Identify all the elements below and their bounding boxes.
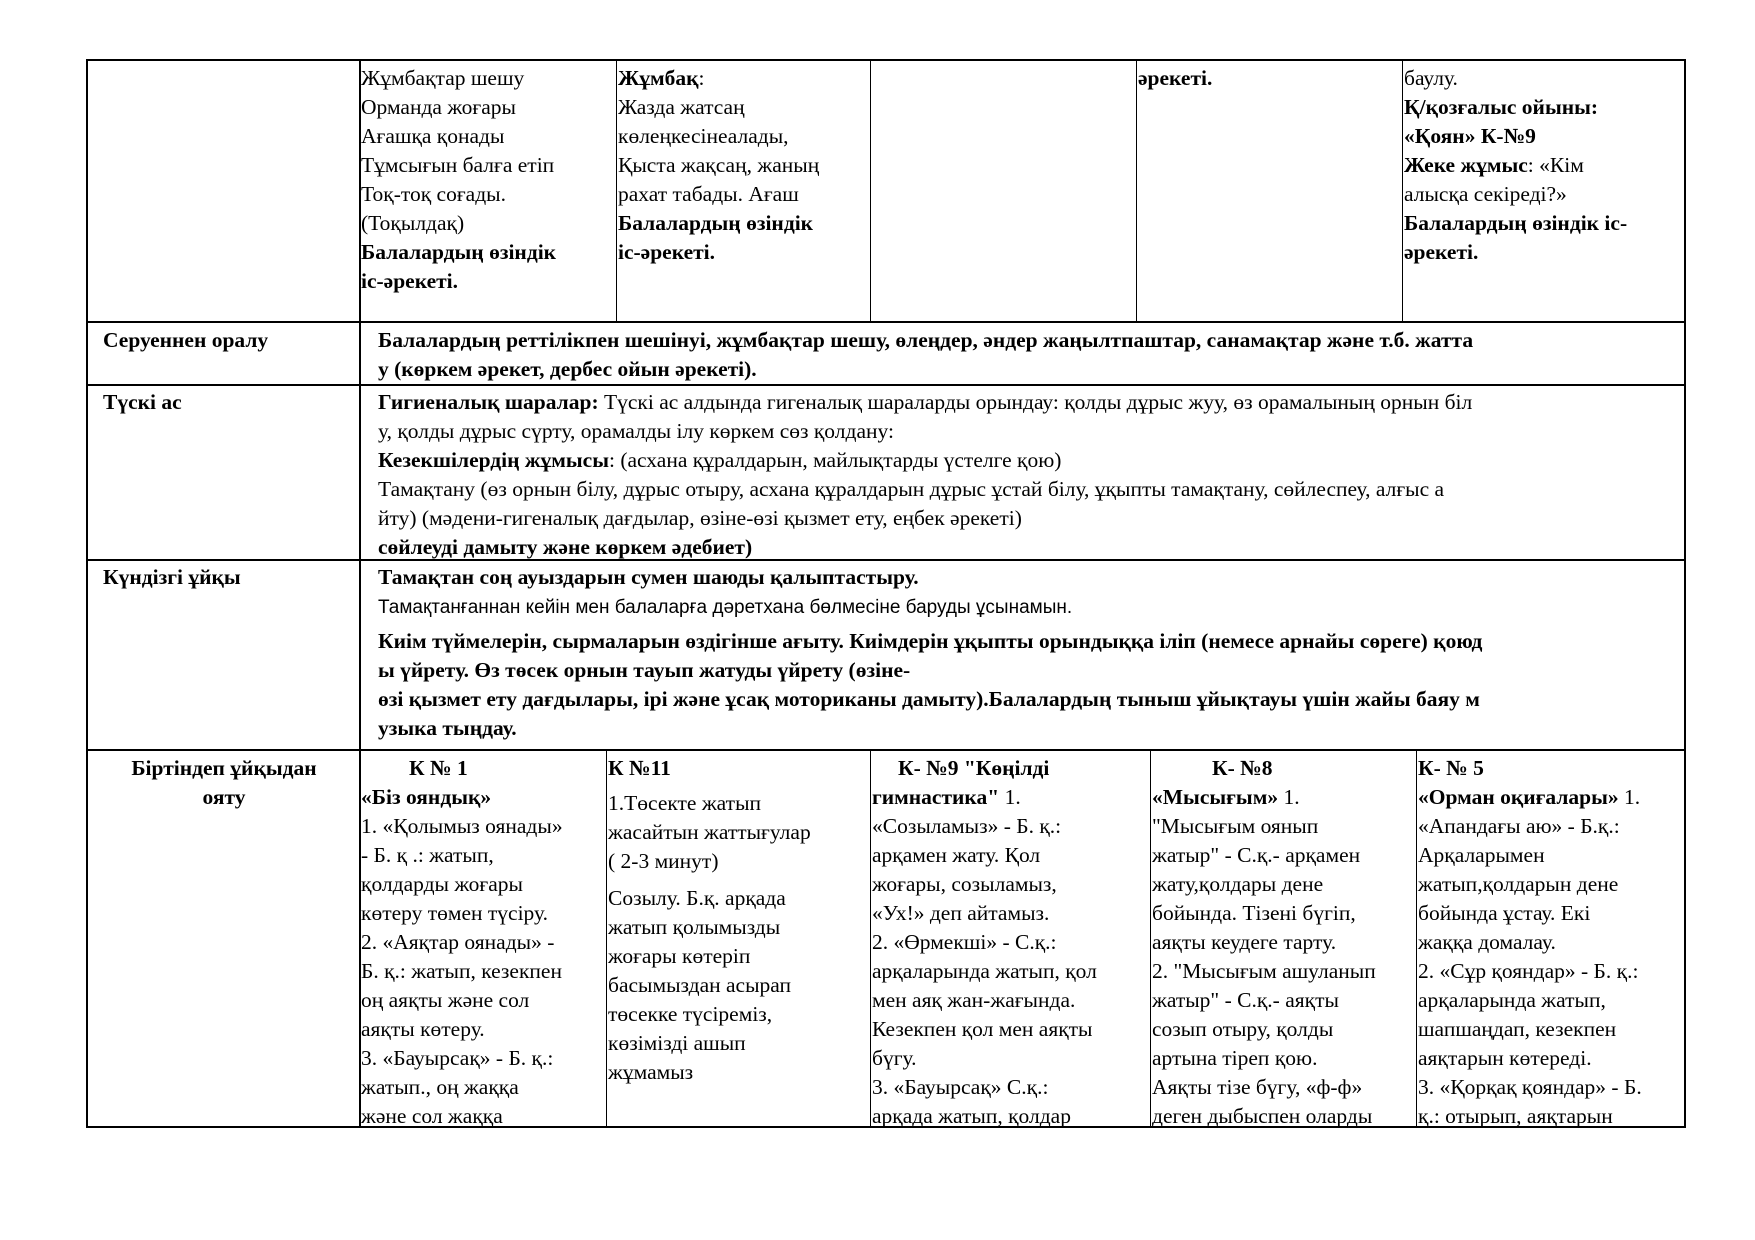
text-line: әрекеті. <box>1138 66 1213 90</box>
text-line <box>1418 783 1684 812</box>
text-line: бүгу. <box>872 1046 917 1070</box>
exercise-title: гимнастика" <box>872 785 1000 809</box>
text-line: деген дыбыспен оларды <box>1152 1104 1373 1128</box>
text-line: жатып,қолдарын дене <box>1418 872 1619 896</box>
duty-label: Кезекшілердің жұмысы <box>378 448 609 472</box>
text-line: арқаларында жатып, қол <box>872 959 1097 983</box>
text-line: Жұмбақ: <box>618 66 705 90</box>
text-line: рахат табады. Ағаш <box>618 182 799 206</box>
row-divider <box>86 321 1686 323</box>
text-line: арқамен жату. Қол <box>872 843 1041 867</box>
text-line: артына тіреп қою. <box>1152 1046 1318 1070</box>
text-line: жатып қолымызды <box>608 915 781 939</box>
text-line: жатып., оң жаққа <box>361 1075 519 1099</box>
exercise-title: «Орман оқиғалары» <box>1418 785 1619 809</box>
row-label-text: Түскі ас <box>103 390 182 414</box>
text-line: Жазда жатсаң <box>618 95 745 119</box>
text-line: әрекеті. <box>1404 240 1479 264</box>
text-line: оң аяқты және сол <box>361 988 530 1012</box>
duty-text: : (асхана құралдарын, майлықтарды үстелге қою) <box>609 448 1062 472</box>
text-line: мен аяқ жан-жағында. <box>872 988 1076 1012</box>
walk-cell-4 <box>1138 64 1400 93</box>
text-line: аяқты кеудеге тарту. <box>1152 930 1337 954</box>
text-line: 1.Төсекте жатып <box>608 791 762 815</box>
text-line: жаққа домалау. <box>1418 930 1556 954</box>
column-divider <box>1136 59 1137 322</box>
text-line: Тамақтанғаннан кейін мен балаларға дәретхана бөлмесіне баруды ұсынамын. <box>378 597 1073 618</box>
text-line: «Қоян» К-№9 <box>1404 124 1536 148</box>
text-line: Кезекпен қол мен аяқты <box>872 1017 1093 1041</box>
text-line: ( 2-3 минут) <box>608 849 719 873</box>
text-line: жұмамыз <box>608 1060 694 1084</box>
text-line: «Апандағы аю» - Б.қ.: <box>1418 814 1620 838</box>
text-line: у, қолды дұрыс сүрту, орамалды ілу көркем сөз қолдану: <box>378 419 894 443</box>
text-line: йту) (мәдени-гигеналық дағдылар, өзіне-өзі қызмет ету, еңбек әрекеті) <box>378 506 1022 530</box>
exercise-title: «Мысығым» <box>1152 785 1279 809</box>
text-line: жатыр" - С.қ.- арқамен <box>1152 843 1361 867</box>
text-line: қ.: отырып, аяқтарын <box>1418 1104 1613 1128</box>
text-line: Арқаларымен <box>1418 843 1545 867</box>
text-line: Орманда жоғары <box>361 95 516 119</box>
row-label-text: Серуеннен оралу <box>103 328 269 352</box>
text-line: іс-әрекеті. <box>618 240 716 264</box>
text-line: шапшаңдап, кезекпен <box>1418 1017 1617 1041</box>
column-divider <box>616 59 617 322</box>
text-line: Қ/қозғалыс ойыны: <box>1404 95 1599 119</box>
text-line: Қыста жақсаң, жаның <box>618 153 820 177</box>
exercise-number: К- № 5 <box>1418 756 1484 780</box>
text-fragment: 1. <box>1278 785 1300 809</box>
riddle-title: Жұмбақ <box>618 66 699 90</box>
row-label-lunch <box>103 388 353 417</box>
text-line <box>1404 151 1682 180</box>
text-line: аяқтарын көтереді. <box>1418 1046 1592 1070</box>
nap-content <box>378 563 1678 743</box>
text-line: арқаларында жатып, <box>1418 988 1606 1012</box>
individual-work-text: : «Кім <box>1527 153 1584 177</box>
table-border-top <box>86 59 1686 61</box>
text-line: қолдарды жоғары <box>361 872 523 896</box>
text-line: «Ух!» деп айтамыз. <box>872 901 1050 925</box>
text-line: алысқа секіреді?» <box>1404 182 1567 206</box>
individual-work-label: Жеке жұмыс <box>1404 153 1528 177</box>
text-line: узыка тыңдау. <box>378 716 517 740</box>
text-line <box>1152 783 1414 812</box>
row-label-text: Біртіндеп ұйқыдан <box>131 756 317 780</box>
exercise-number: К- №9 "Көңілді <box>898 756 1050 780</box>
text-line: Киім түймелерін, сырмаларын өздігінше ағыту. Киімдерін ұқыпты орындыққа іліп (немесе арнайы сөреге) қоюд <box>378 629 1483 653</box>
text-line: 2. «Сұр қояндар» - Б. қ.: <box>1418 959 1639 983</box>
text-line: 3. «Бауырсақ» - Б. қ.: <box>361 1046 554 1070</box>
table-border-right <box>1684 59 1686 1128</box>
text-line: ы үйрету. Өз төсек орнын тауып жатуды үйрету (өзіне- <box>378 658 911 682</box>
wake-cell-2 <box>608 754 868 1087</box>
text-line <box>872 783 1148 812</box>
text-line: іс-әрекеті. <box>361 269 459 293</box>
text-line: 3. «Бауырсақ» С.қ.: <box>872 1075 1049 1099</box>
walk-cell-2 <box>618 64 868 267</box>
text-line: "Мысығым оянып <box>1152 814 1319 838</box>
walk-cell-5 <box>1404 64 1682 267</box>
exercise-number: К №11 <box>608 756 671 780</box>
text-line: у (көркем әрекет, дербес ойын әрекеті). <box>378 357 757 381</box>
text-line: жоғары, созыламыз, <box>872 872 1057 896</box>
text-line: төсекке түсіреміз, <box>608 1002 773 1026</box>
text-line: Балалардың реттілікпен шешінуі, жұмбақтар шешу, өлеңдер, әндер жаңылтпаштар, санамақтар және т.б. жатта <box>378 328 1474 352</box>
text-line: сөйлеуді дамыту және көркем әдебиет) <box>378 535 753 559</box>
text-line: (Тоқылдақ) <box>361 211 465 235</box>
spacer <box>608 876 868 884</box>
hygiene-text: Түскі ас алдында гигеналық шараларды орындау: қолды дұрыс жуу, өз орамалының орнын біл <box>598 390 1473 414</box>
text-line: баулу. <box>1404 66 1458 90</box>
text-line: аяқты көтеру. <box>361 1017 485 1041</box>
text-line: жасайтын жаттығулар <box>608 820 811 844</box>
text-line: «Созыламыз» - Б. қ.: <box>872 814 1062 838</box>
return-content <box>378 326 1678 384</box>
text-line: көлеңкесінеалады, <box>618 124 789 148</box>
row-label-wake <box>90 754 358 812</box>
text-line <box>378 446 1678 475</box>
text-line: Тамақтан соң ауыздарын сумен шаюды қалыптастыру. <box>378 565 919 589</box>
wake-cell-1 <box>361 754 605 1131</box>
exercise-number: К- №8 <box>1212 756 1273 780</box>
text-line: көзімізді ашып <box>608 1031 746 1055</box>
text-line: Жұмбақтар шешу <box>361 66 525 90</box>
hygiene-label: Гигиеналық шаралар: <box>378 390 599 414</box>
text-line: Ағашқа қонады <box>361 124 505 148</box>
text-line: созып отыру, қолды <box>1152 1017 1334 1041</box>
row-label-nap <box>103 563 353 592</box>
table-border-left <box>86 59 88 1128</box>
text-line: Аяқты тізе бүгу, «ф-ф» <box>1152 1075 1363 1099</box>
text-line: 2. «Аяқтар оянады» - <box>361 930 555 954</box>
text-line: 2. «Өрмекші» - С.қ.: <box>872 930 1057 954</box>
wake-cell-5 <box>1418 754 1684 1131</box>
lunch-content <box>378 388 1678 562</box>
text-line: Б. қ.: жатып, кезекпен <box>361 959 562 983</box>
row-label-text: ояту <box>202 785 246 809</box>
exercise-number: К № 1 <box>409 756 468 780</box>
text-line: Тұмсығын балға етіп <box>361 153 555 177</box>
column-divider <box>1416 750 1417 1127</box>
text-line: Балалардың өзіндік <box>618 211 814 235</box>
text-fragment: 1. <box>1618 785 1641 809</box>
text-line: жоғары көтеріп <box>608 944 751 968</box>
text-line: жатыр" - С.қ.- аяқты <box>1152 988 1339 1012</box>
text-line: жату,қолдары дене <box>1152 872 1324 896</box>
text-line <box>378 388 1678 417</box>
column-divider <box>870 59 871 322</box>
wake-cell-3 <box>872 754 1148 1131</box>
row-label-text: Күндізгі ұйқы <box>103 565 241 589</box>
text-line: бойында ұстау. Екі <box>1418 901 1591 925</box>
text-line: арқада жатып, қолдар <box>872 1104 1071 1128</box>
text-line: Тамақтану (өз орнын білу, дұрыс отыру, асхана құралдарын дұрыс ұстай білу, ұқыпты тамақтану, сөйлеспеу, алғыс а <box>378 477 1445 501</box>
text-line: 1. «Қолымыз оянады» <box>361 814 563 838</box>
text-line: Балалардың өзіндік іс- <box>1404 211 1628 235</box>
text-line: - Б. қ .: жатып, <box>361 843 494 867</box>
text-line: 2. "Мысығым ашуланып <box>1152 959 1376 983</box>
column-divider <box>606 750 607 1127</box>
column-divider <box>1150 750 1151 1127</box>
text-line: Тоқ-тоқ соғады. <box>361 182 506 206</box>
row-divider <box>86 749 1686 751</box>
text-line: Балалардың өзіндік <box>361 240 557 264</box>
text-line: Созылу. Б.қ. арқада <box>608 886 786 910</box>
column-divider <box>1402 59 1403 322</box>
text-line: өзі қызмет ету дағдылары, ірі және ұсақ моториканы дамыту).Балалардың тыныш ұйықтауы үшін жайы баяу м <box>378 687 1480 711</box>
row-divider <box>86 384 1686 386</box>
exercise-title: «Біз ояндық» <box>361 785 492 809</box>
text-line: басымыздан асырап <box>608 973 792 997</box>
text-fragment: 1. <box>999 785 1021 809</box>
wake-cell-4 <box>1152 754 1414 1131</box>
row-label-return <box>103 326 353 355</box>
column-divider <box>870 750 871 1127</box>
walk-cell-1 <box>361 64 615 296</box>
text-line: 3. «Қорқақ қояндар» - Б. <box>1418 1075 1642 1099</box>
text-line: көтеру төмен түсіру. <box>361 901 549 925</box>
text-line: бойында. Тізені бүгіп, <box>1152 901 1356 925</box>
text-line: және сол жаққа <box>361 1104 503 1128</box>
